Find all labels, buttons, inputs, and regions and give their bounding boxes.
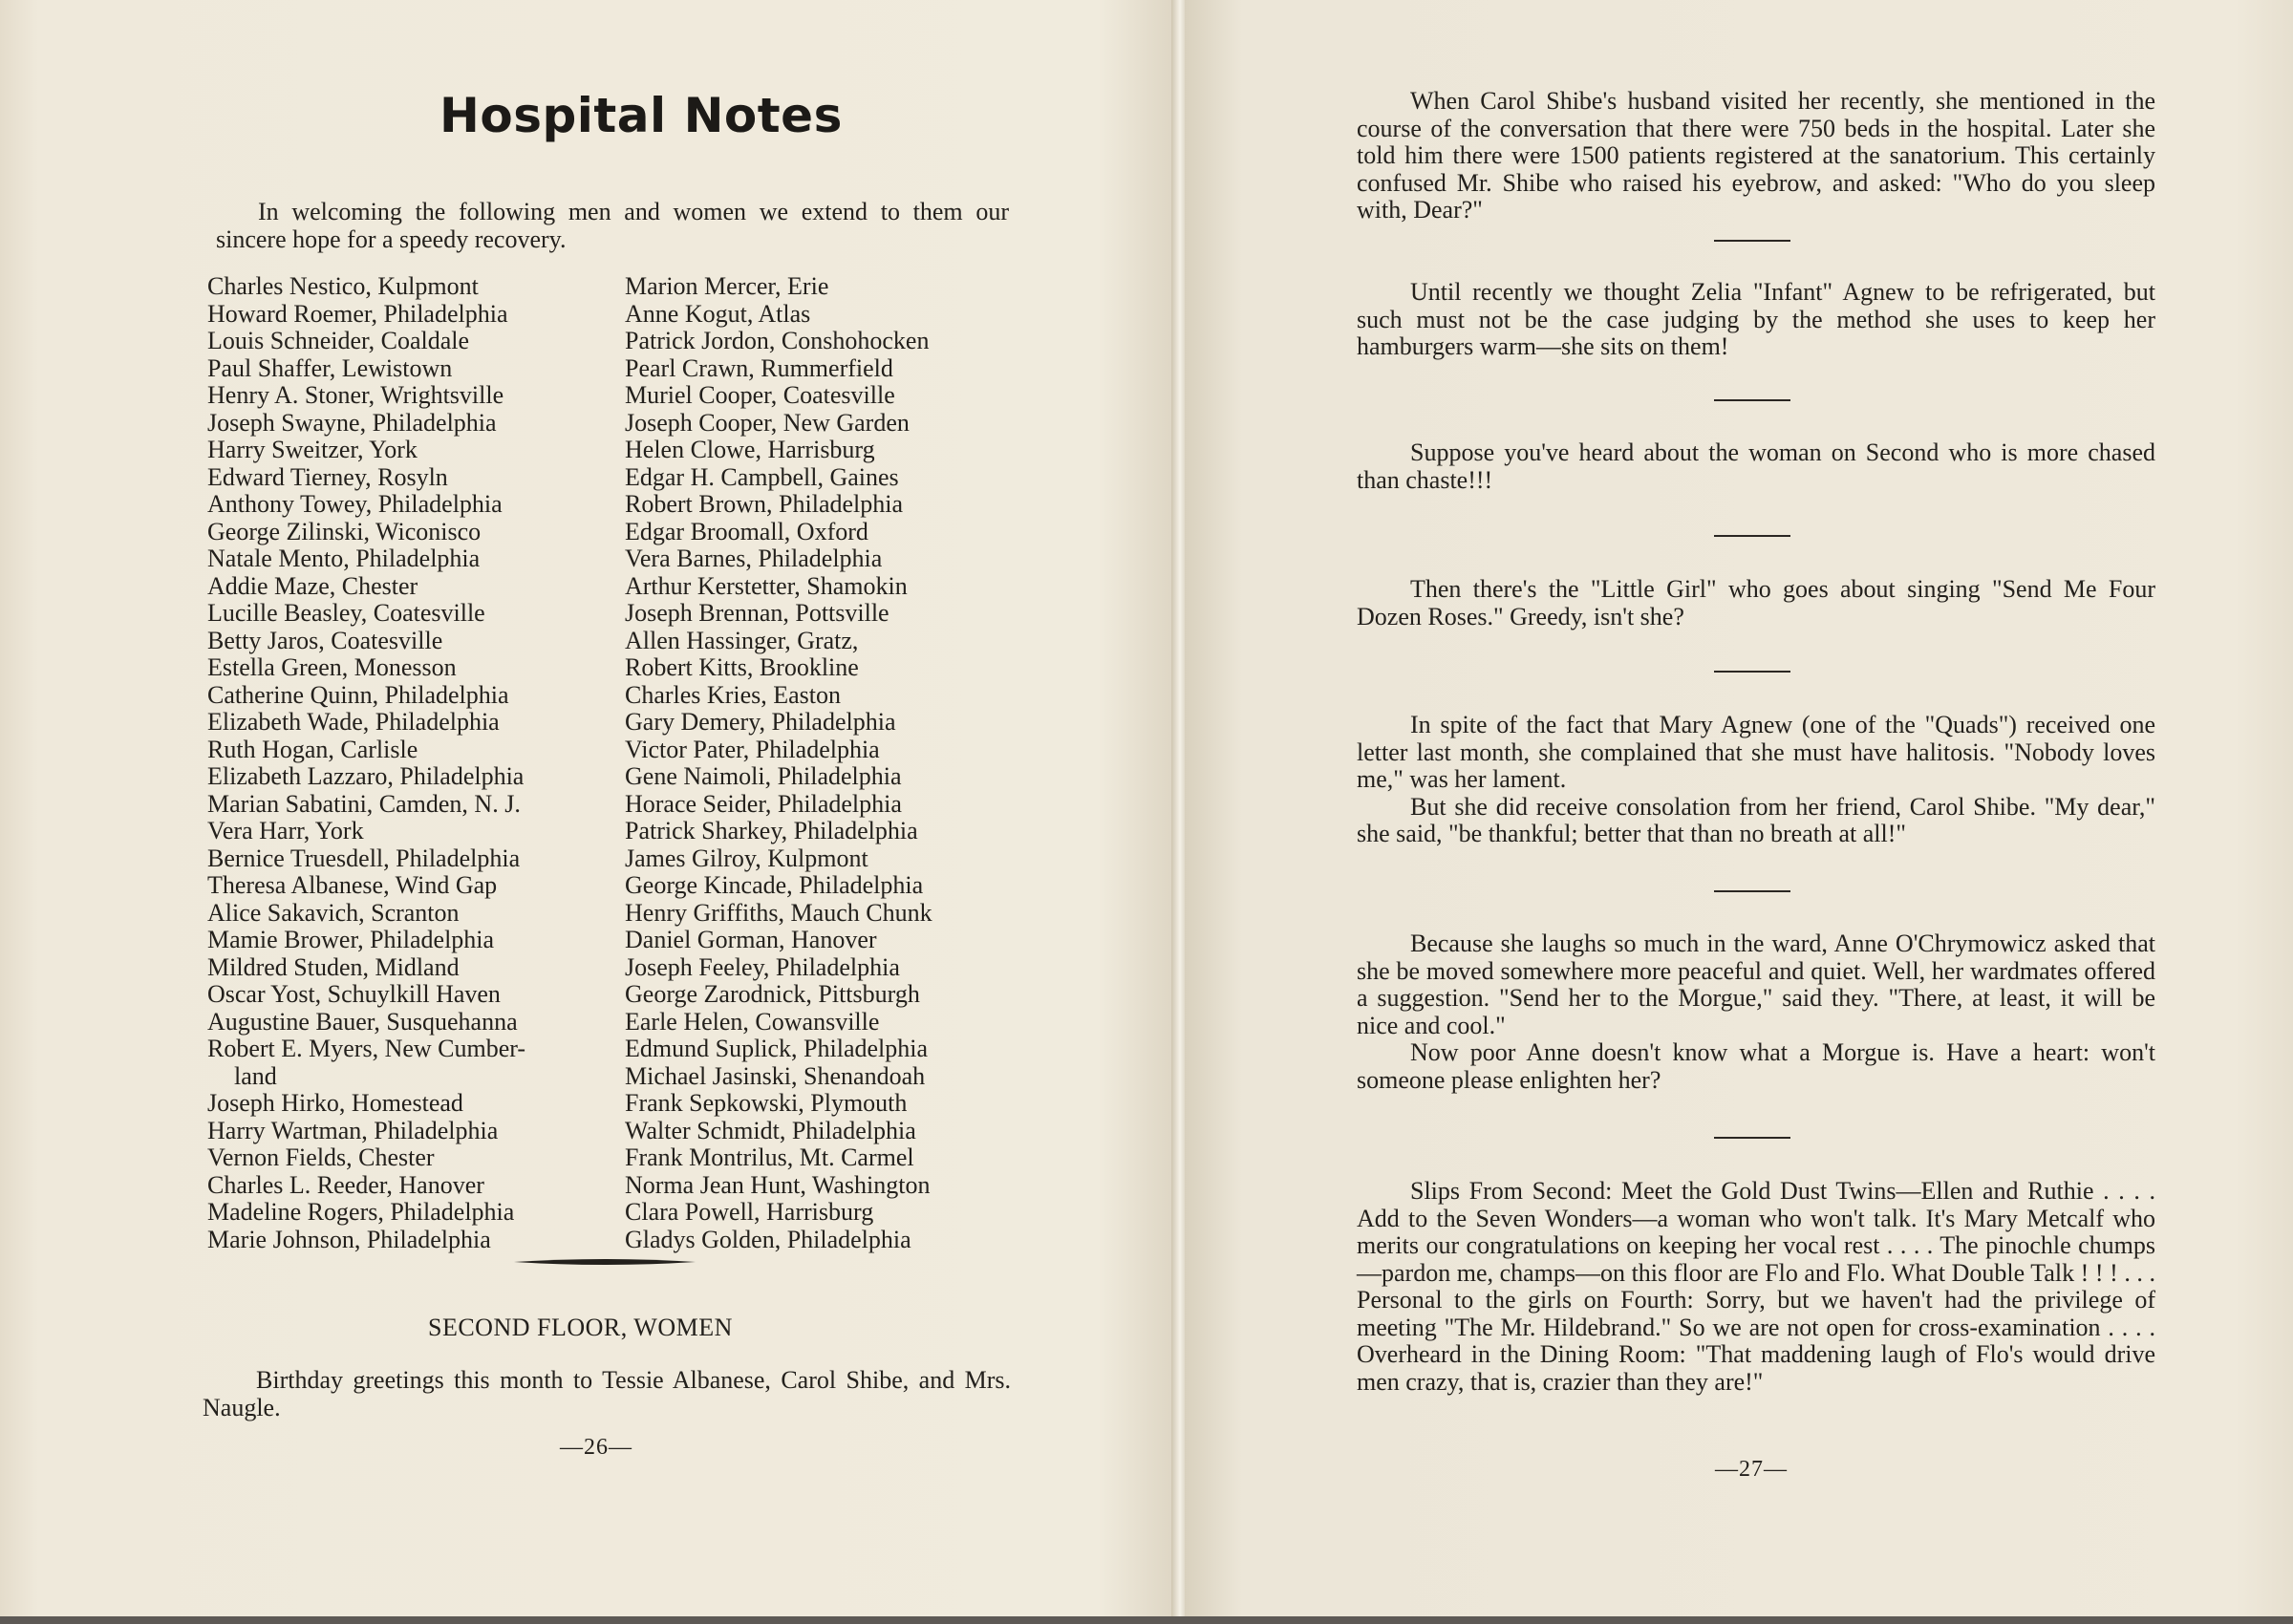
name-entry: Robert E. Myers, New Cumber-: [207, 1035, 526, 1062]
name-entry: Mildred Studen, Midland: [207, 952, 460, 981]
name-entry: Henry Griffiths, Mauch Chunk: [625, 898, 932, 927]
name-entry: Frank Montrilus, Mt. Carmel: [625, 1143, 914, 1171]
note-paragraph: Suppose you've heard about the woman on Second who is more chased than chaste!!!: [1357, 438, 2155, 494]
name-entry: Joseph Feeley, Philadelphia: [625, 952, 900, 981]
note-paragraph: Because she laughs so much in the ward, Anne O'Chrymowicz asked that she be moved somewhere more peaceful and quiet. Well, her wardmates offered a suggestion. "Send her to the Morgue," said they. "There, at least, it will be nice and cool.": [1357, 930, 2155, 1039]
name-entry: Pearl Crawn, Rummerfield: [625, 353, 893, 382]
note-1: [1357, 88, 2155, 224]
name-entry: Joseph Swayne, Philadelphia: [207, 408, 497, 437]
name-entry: Michael Jasinski, Shenandoah: [625, 1061, 926, 1090]
name-entry: Anthony Towey, Philadelphia: [207, 490, 503, 518]
name-entry: Vera Barnes, Philadelphia: [625, 545, 883, 572]
name-entry: Natale Mento, Philadelphia: [207, 545, 481, 572]
name-entry: Vera Harr, York: [207, 817, 364, 844]
name-entry: Bernice Truesdell, Philadelphia: [207, 844, 521, 872]
name-entry: Robert Kitts, Brookline: [625, 653, 859, 681]
name-entry: Madeline Rogers, Philadelphia: [207, 1198, 515, 1226]
name-entry: Harry Sweitzer, York: [207, 436, 418, 463]
page-number: —27—: [1715, 1457, 1788, 1482]
name-entry: Lucille Beasley, Coatesville: [207, 599, 485, 627]
background-edge: [0, 1616, 2293, 1624]
name-entry: Clara Powell, Harrisburg: [625, 1198, 874, 1226]
name-entry: Edgar H. Campbell, Gaines: [625, 462, 899, 491]
name-entry: Gene Naimoli, Philadelphia: [625, 762, 902, 790]
name-entry: James Gilroy, Kulpmont: [625, 844, 868, 872]
name-entry: Betty Jaros, Coatesville: [207, 626, 443, 654]
name-entry: Alice Sakavich, Scranton: [207, 898, 460, 927]
name-entry: Gary Demery, Philadelphia: [625, 708, 896, 736]
note-7: [1357, 1178, 2155, 1396]
separator-rule: [1714, 890, 1790, 892]
name-entry: Catherine Quinn, Philadelphia: [207, 680, 509, 709]
separator-rule: [1714, 671, 1790, 673]
name-entry: Estella Green, Monesson: [207, 653, 457, 681]
section-title: SECOND FLOOR, WOMEN: [428, 1314, 733, 1341]
name-entry: George Zilinski, Wiconisco: [207, 517, 482, 545]
names-column-2: [625, 273, 1045, 1253]
name-entry: Theresa Albanese, Wind Gap: [207, 871, 498, 899]
name-entry: Elizabeth Lazzaro, Philadelphia: [207, 762, 525, 790]
name-entry: Frank Sepkowski, Plymouth: [625, 1089, 908, 1117]
name-entry: Allen Hassinger, Gratz,: [625, 626, 859, 654]
name-entry: Horace Seider, Philadelphia: [625, 789, 902, 818]
name-entry: Joseph Cooper, New Garden: [625, 408, 910, 437]
intro-paragraph: In welcoming the following men and women we extend to them our sincere hope for a speedy recovery.: [216, 198, 1009, 253]
name-entry: Henry A. Stoner, Wrightsville: [207, 381, 504, 409]
name-entry: Victor Pater, Philadelphia: [625, 735, 880, 763]
name-entry: Marie Johnson, Philadelphia: [207, 1225, 491, 1253]
name-entry: Edmund Suplick, Philadelphia: [625, 1035, 929, 1062]
name-entry: Walter Schmidt, Philadelphia: [625, 1116, 916, 1144]
name-entry: Howard Roemer, Philadelphia: [207, 299, 508, 328]
page-title: Hospital Notes: [439, 88, 843, 143]
name-entry: George Zarodnick, Pittsburgh: [625, 980, 920, 1008]
note-paragraph: Then there's the "Little Girl" who goes about singing "Send Me Four Dozen Roses." Greedy, isn't she?: [1357, 575, 2155, 630]
separator-rule: [1714, 399, 1790, 401]
name-entry: Augustine Bauer, Susquehanna: [207, 1007, 518, 1036]
name-entry: Earle Helen, Cowansville: [625, 1007, 880, 1036]
note-3: [1357, 439, 2155, 494]
name-entry: George Kincade, Philadelphia: [625, 871, 924, 899]
note-6: [1357, 930, 2155, 1094]
note-4: [1357, 576, 2155, 630]
name-entry: Elizabeth Wade, Philadelphia: [207, 708, 500, 736]
name-entry: Patrick Sharkey, Philadelphia: [625, 817, 918, 844]
note-paragraph: But she did receive consolation from her friend, Carol Shibe. "My dear," she said, "be thankful; better that than no breath at all!": [1357, 792, 2155, 847]
name-entry: Marion Mercer, Erie: [625, 272, 829, 300]
separator-rule: [1714, 240, 1790, 242]
name-entry: Marian Sabatini, Camden, N. J.: [207, 789, 521, 818]
name-entry: Patrick Jordon, Conshohocken: [625, 327, 930, 354]
name-entry: Mamie Brower, Philadelphia: [207, 926, 495, 953]
names-column-1: [207, 273, 589, 1253]
note-paragraph: Until recently we thought Zelia "Infant" Agnew to be refrigerated, but such must not be the case judging by the method she uses to keep her hamburgers warm—she sits on them!: [1357, 278, 2155, 360]
name-entry: land: [234, 1061, 277, 1090]
name-entry: Charles L. Reeder, Hanover: [207, 1170, 484, 1199]
note-paragraph: Now poor Anne doesn't know what a Morgue is. Have a heart: won't someone please enlighten her?: [1357, 1038, 2155, 1094]
name-entry: Addie Maze, Chester: [207, 571, 418, 600]
name-entry: Edward Tierney, Rosyln: [207, 462, 448, 491]
name-entry: Helen Clowe, Harrisburg: [625, 436, 875, 463]
birthday-paragraph: Birthday greetings this month to Tessie Albanese, Carol Shibe, and Mrs. Naugle.: [203, 1366, 1011, 1421]
page-number: —26—: [560, 1435, 632, 1460]
name-entry: Norma Jean Hunt, Washington: [625, 1170, 931, 1199]
name-entry: Muriel Cooper, Coatesville: [625, 381, 895, 409]
name-entry: Joseph Hirko, Homestead: [207, 1089, 463, 1117]
name-entry: Louis Schneider, Coaldale: [207, 327, 470, 354]
note-paragraph: When Carol Shibe's husband visited her recently, she mentioned in the course of the conversation that there were 750 beds in the hospital. Later she told him there were 1500 patients registered at the sanatorium. This certainly confused Mr. Shibe who raised his eyebrow, and asked: "Who do you sleep with, Dear?": [1357, 87, 2155, 224]
name-entry: Paul Shaffer, Lewistown: [207, 353, 453, 382]
ornament-divider: [514, 1257, 696, 1267]
name-entry: Anne Kogut, Atlas: [625, 299, 811, 328]
note-paragraph: In spite of the fact that Mary Agnew (one of the "Quads") received one letter last month, she complained that she must have halitosis. "Nobody loves me," was her lament.: [1357, 711, 2155, 793]
name-entry: Gladys Golden, Philadelphia: [625, 1225, 911, 1253]
name-entry: Joseph Brennan, Pottsville: [625, 599, 889, 627]
name-entry: Oscar Yost, Schuylkill Haven: [207, 980, 501, 1008]
name-entry: Robert Brown, Philadelphia: [625, 490, 904, 518]
name-entry: Ruth Hogan, Carlisle: [207, 735, 418, 763]
separator-rule: [1714, 1137, 1790, 1139]
name-entry: Harry Wartman, Philadelphia: [207, 1116, 499, 1144]
name-entry: Arthur Kerstetter, Shamokin: [625, 571, 908, 600]
name-entry: Daniel Gorman, Hanover: [625, 926, 877, 953]
note-paragraph: Slips From Second: Meet the Gold Dust Twins—Ellen and Ruthie . . . . Add to the Seven Wonders—a woman who won't talk. It's Mary Metcalf who merits our congratulations on keeping her vocal rest . . . . The pinochle chumps—pardon me, champs—on this floor are Flo and Flo. What Double Talk ! ! ! . . . Personal to the girls on Fourth: Sorry, but we haven't had the privilege of meeting "The Mr. Hildebrand." So we are not open for cross-examination . . . . Overheard in the Dining Room: "That maddening laugh of Flo's would drive men crazy, that is, crazier than they are!": [1357, 1177, 2155, 1396]
note-5: [1357, 712, 2155, 848]
name-entry: Charles Nestico, Kulpmont: [207, 272, 479, 300]
name-entry: Vernon Fields, Chester: [207, 1143, 435, 1171]
separator-rule: [1714, 535, 1790, 537]
name-entry: Edgar Broomall, Oxford: [625, 517, 868, 545]
note-2: [1357, 279, 2155, 361]
name-entry: Charles Kries, Easton: [625, 680, 842, 709]
